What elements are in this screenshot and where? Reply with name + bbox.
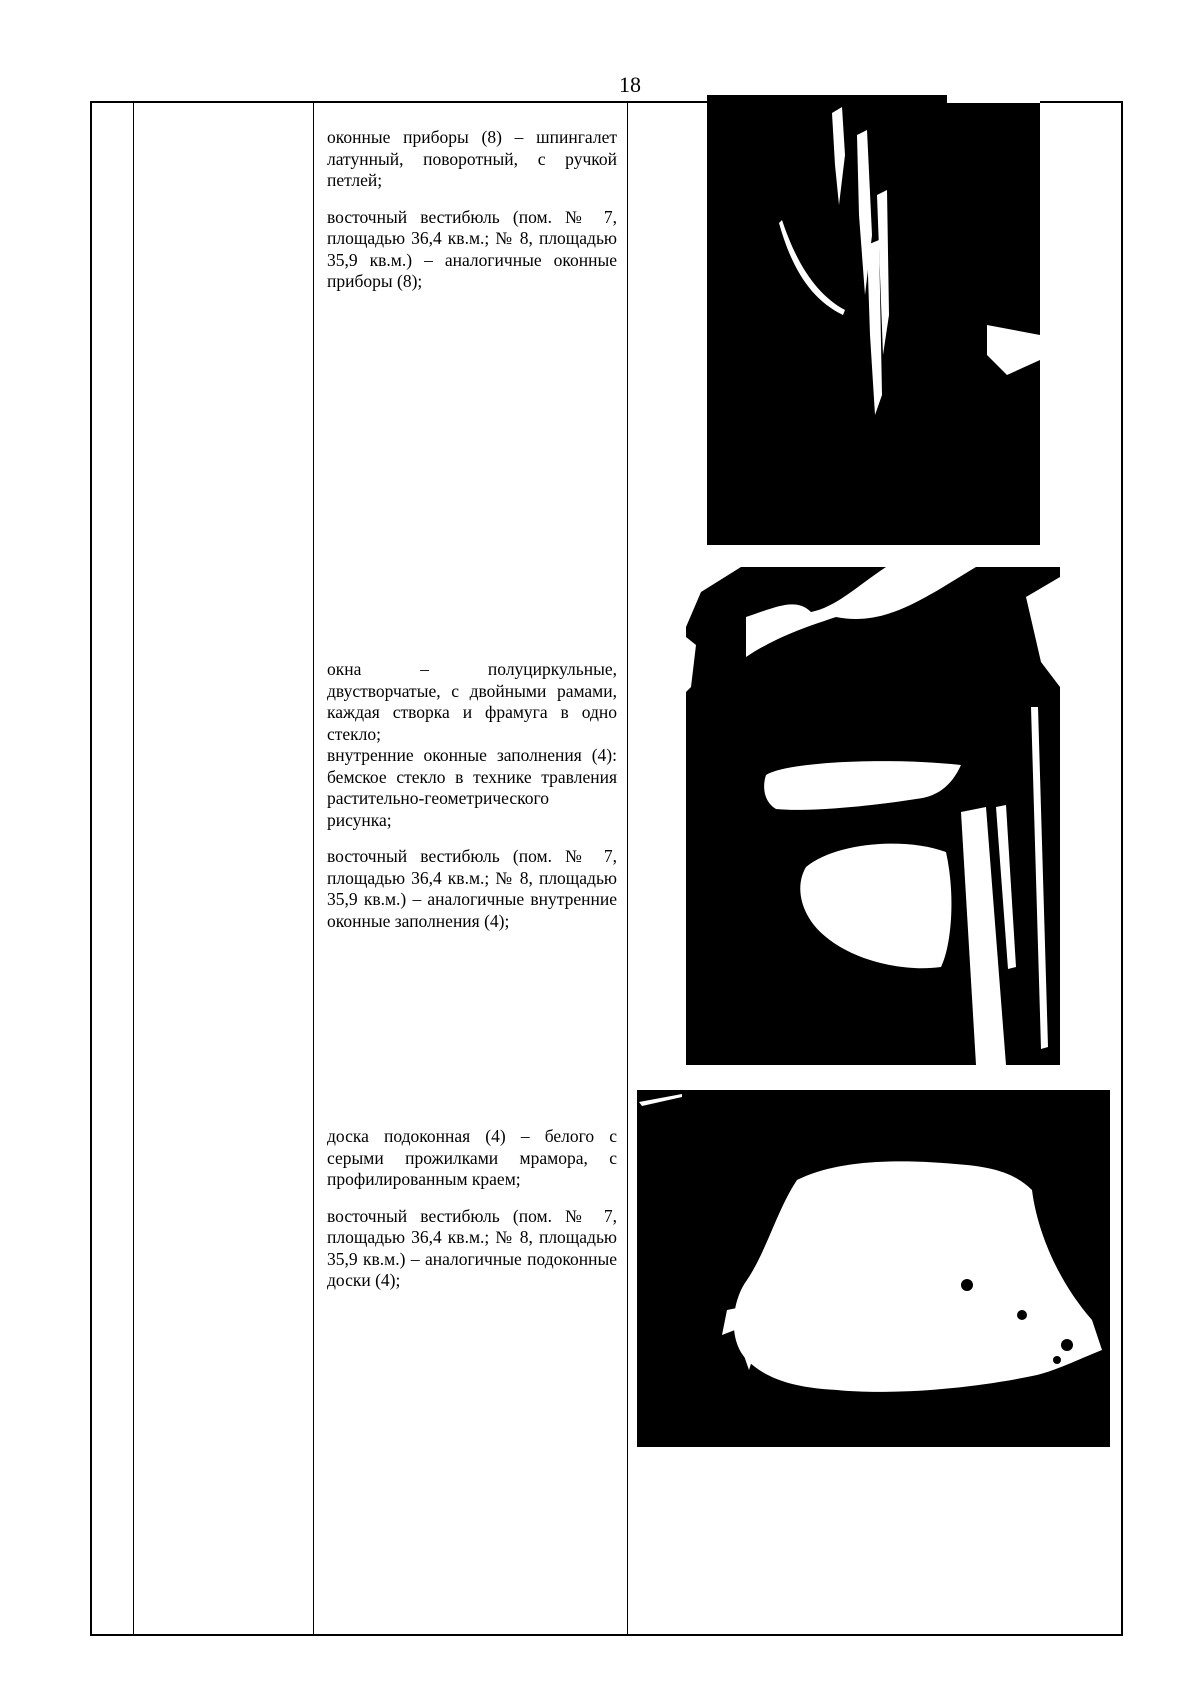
paragraph: восточный вестибюль (пом. № 7, площадью 36,4 кв.м.; № 8, площадью 35,9 кв.м.) – аналогичные оконные приборы (8);: [327, 206, 617, 291]
paragraph: восточный вестибюль (пом. № 7, площадью 36,4 кв.м.; № 8, площадью 35,9 кв.м.) – аналогичные подоконные доски (4);: [327, 1205, 617, 1290]
column-divider: [133, 103, 134, 1634]
text-block-window-fittings: [327, 127, 617, 308]
photo-stained-glass-window: [686, 567, 1060, 1065]
column-divider: [313, 103, 314, 1634]
photo-marble-window-sill: [637, 1090, 1110, 1447]
page-number: 18: [619, 72, 641, 97]
document-table: [90, 101, 1123, 1636]
photo-window-latch: [707, 95, 1040, 545]
text-block-windows: [327, 659, 617, 947]
paragraph: окна – полуциркульные, двустворчатые, с двойными рамами, каждая створка и фрамуга в одно стекло;: [327, 659, 617, 744]
paragraph: восточный вестибюль (пом. № 7, площадью 36,4 кв.м.; № 8, площадью 35,9 кв.м.) – аналогичные внутренние оконные заполнения (4);: [327, 846, 617, 931]
paragraph: доска подоконная (4) – белого с серыми прожилками мрамора, с профилированным краем;: [327, 1126, 617, 1189]
column-divider: [627, 103, 628, 1634]
paragraph: оконные приборы (8) – шпингалет латунный, поворотный, с ручкой петлей;: [327, 127, 617, 190]
text-block-window-sill: [327, 1126, 617, 1307]
paragraph: внутренние оконные заполнения (4): бемское стекло в технике травления растительно-геометрического рисунка;: [327, 745, 617, 830]
